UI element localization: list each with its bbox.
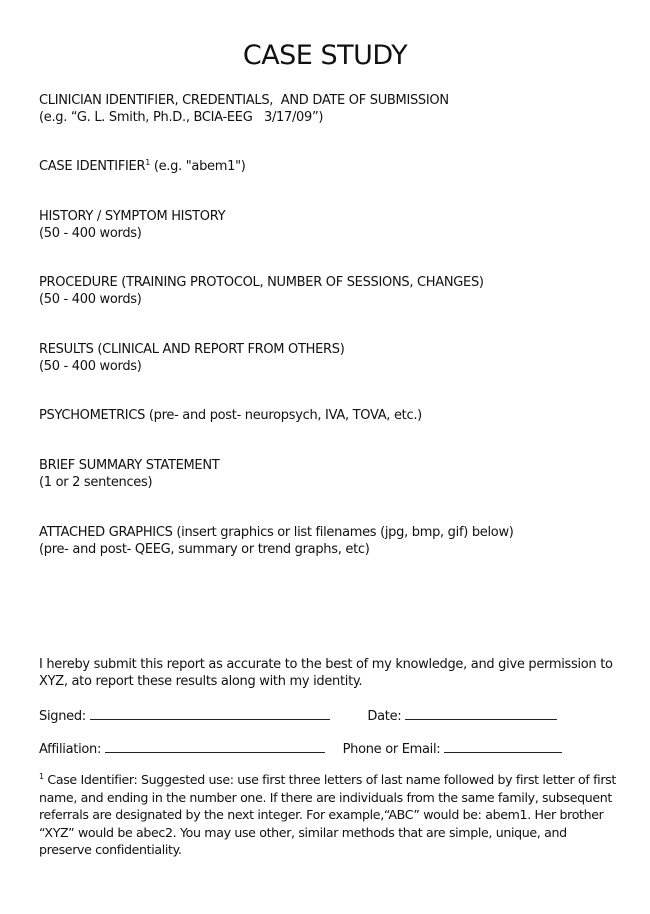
declaration-text: I hereby submit this report as accurate to the best of my knowledge, and give permission to XYZ, ato report these results along with my identity.	[39, 657, 613, 689]
section-heading: PSYCHOMETRICS (pre- and post- neuropsych, IVA, TOVA, etc.)	[39, 408, 422, 423]
section-case-identifier	[39, 158, 246, 175]
signed-label: Signed:	[39, 709, 86, 724]
date-field[interactable]	[405, 706, 557, 720]
section-heading: RESULTS (CLINICAL AND REPORT FROM OTHERS)	[39, 342, 345, 357]
section-procedure	[39, 274, 484, 308]
footnote-text: Case Identifier: Suggested use: use first three letters of last name followed by first letter of first name, and ending in the number one. If there are individuals from the same family, subsequent referrals are designated by the next integer. For example,“ABC” would be: abem1. Her brother “XYZ” would be abec2. You may use other, similar methods that are simple, unique, and preserve confidentiality.	[39, 772, 616, 857]
signed-field[interactable]	[90, 706, 330, 720]
date-label: Date:	[367, 709, 402, 724]
section-psychometrics	[39, 407, 422, 424]
section-attached-graphics	[39, 524, 514, 558]
section-heading: BRIEF SUMMARY STATEMENT	[39, 458, 220, 473]
section-note: (50 - 400 words)	[39, 359, 142, 374]
section-note: (e.g. “G. L. Smith, Ph.D., BCIA-EEG 3/17/09”)	[39, 110, 324, 125]
section-heading: ATTACHED GRAPHICS (insert graphics or list filenames (jpg, bmp, gif) below)	[39, 525, 514, 540]
section-summary	[39, 457, 219, 491]
footnote	[39, 771, 619, 859]
section-note: (1 or 2 sentences)	[39, 475, 153, 490]
document-title: CASE STUDY	[242, 40, 408, 71]
section-history	[39, 208, 225, 242]
affiliation-label: Affiliation:	[39, 742, 102, 757]
section-results	[39, 341, 344, 375]
section-heading: PROCEDURE (TRAINING PROTOCOL, NUMBER OF SESSIONS, CHANGES)	[39, 275, 484, 290]
affiliation-field[interactable]	[105, 739, 325, 753]
footnote-reference: 1	[145, 158, 150, 167]
section-clinician-identifier	[39, 92, 449, 126]
section-heading-suffix: (e.g. "abem1")	[149, 159, 246, 174]
section-note: (50 - 400 words)	[39, 292, 142, 307]
section-heading: CASE IDENTIFIER	[39, 159, 146, 174]
affiliation-row	[39, 739, 562, 756]
signature-row	[39, 706, 557, 723]
section-note: (pre- and post- QEEG, summary or trend graphs, etc)	[39, 542, 370, 557]
section-note: (50 - 400 words)	[39, 226, 142, 241]
section-heading: CLINICIAN IDENTIFIER, CREDENTIALS, AND DATE OF SUBMISSION	[39, 93, 449, 108]
footnote-marker: 1	[39, 772, 44, 781]
contact-field[interactable]	[444, 739, 562, 753]
section-heading: HISTORY / SYMPTOM HISTORY	[39, 209, 226, 224]
contact-label: Phone or Email:	[342, 742, 441, 757]
